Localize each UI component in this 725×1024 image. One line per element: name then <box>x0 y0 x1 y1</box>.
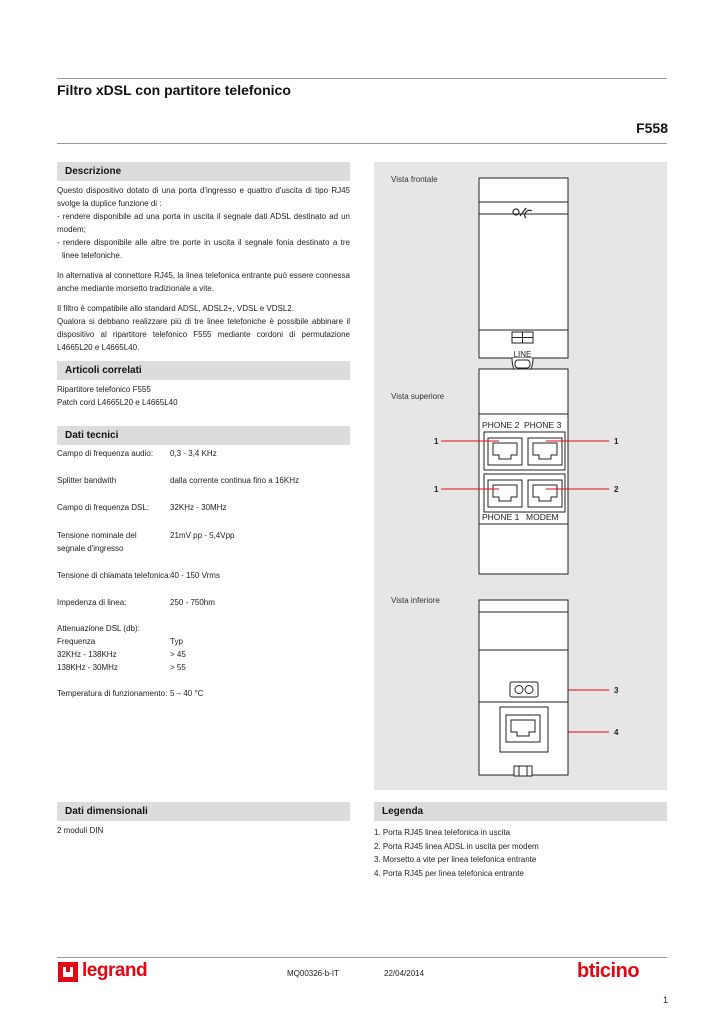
section-articoli-heading: Articoli correlati <box>57 361 350 380</box>
spec-key: Impedenza di linea: <box>57 598 127 607</box>
line-label: LINE <box>513 350 532 359</box>
spec-key: Temperatura di funzionamento: <box>57 689 168 698</box>
section-dati-tecnici-heading: Dati tecnici <box>57 426 350 445</box>
document-date: 22/04/2014 <box>384 969 425 978</box>
spec-key: Tensione nominale del <box>57 531 137 540</box>
spec-value: > 55 <box>170 663 186 672</box>
device-drawings <box>374 162 667 790</box>
din-clip-slot <box>515 360 530 368</box>
top-body <box>479 369 568 574</box>
spec-value: 40 - 150 Vrms <box>170 571 220 580</box>
spec-value: 250 - 750hm <box>170 598 215 607</box>
descrizione-p2: - rendere disponibile ad una porta in uscita il segnale dati ADSL destinato ad un modem; <box>57 212 350 234</box>
top-view-drawing <box>479 369 568 574</box>
dati-dimensionali-text: 2 moduli DIN <box>57 826 104 835</box>
descrizione-p5: Il filtro è compatibile allo standard ADSL, ADSL2+, VDSL e VDSL2. <box>57 304 294 313</box>
spec-value: Typ <box>170 637 183 646</box>
callout-number: 3 <box>614 686 619 695</box>
articoli-line: Ripartitore telefonico F555 <box>57 385 151 394</box>
spec-key: Campo di frequenza audio: <box>57 449 154 458</box>
label-phone2: PHONE 2 <box>482 420 520 430</box>
legend-item: 3. Morsetto a vite per linea telefonica entrante <box>374 855 537 864</box>
product-code: F558 <box>636 120 668 136</box>
spec-key-line2: segnale d'ingresso <box>57 544 124 553</box>
legend-item: 1. Porta RJ45 linea telefonica in uscita <box>374 828 511 837</box>
descrizione-body <box>57 184 350 354</box>
legend-item: 4. Porta RJ45 per linea telefonica entrante <box>374 868 524 878</box>
rj45-port-icon <box>488 480 522 507</box>
descrizione-p4: In alternativa al connettore RJ45, la linea telefonica entrante può essere connessa anche mediante morsetto tradizionale a vite. <box>57 271 350 293</box>
label-vista-superiore: Vista superiore <box>391 392 445 401</box>
articoli-line: Patch cord L4665L20 e L4665L40 <box>57 398 178 407</box>
callout-number: 1 <box>434 485 439 494</box>
spec-value: dalla corrente continua fino a 16KHz <box>170 476 299 485</box>
spec-key: Frequenza <box>57 637 96 646</box>
section-dati-dimensionali-heading: Dati dimensionali <box>57 802 350 821</box>
spec-value: 32KHz - 30MHz <box>170 503 227 512</box>
section-legenda-heading: Legenda <box>374 802 667 821</box>
label-vista-frontale: Vista frontale <box>391 175 438 184</box>
label-modem: MODEM <box>526 512 559 522</box>
spec-key: 32KHz - 138KHz <box>57 650 117 659</box>
footer-rule <box>57 957 667 958</box>
bticino-logo: bticino <box>577 960 640 982</box>
callout-number: 2 <box>614 485 619 494</box>
spec-value: > 45 <box>170 650 186 659</box>
spec-value: 21mV pp - 5,4Vpp <box>170 531 235 540</box>
articoli-body <box>57 383 350 409</box>
spec-row <box>57 530 347 556</box>
spec-key: Splitter bandwith <box>57 476 117 485</box>
front-body <box>479 178 568 358</box>
screw-icon <box>525 686 533 694</box>
spec-key: 138KHz - 30MHz <box>57 663 118 672</box>
rj45-port-icon <box>506 715 540 742</box>
descrizione-p3: - rendere disponibile alle altre tre porte in uscita il segnale fonia destinato a tre linee telefoniche. <box>57 238 350 260</box>
spec-key: Attenuazione DSL (db): <box>57 624 140 633</box>
label-vista-inferiore: Vista inferiore <box>391 596 440 605</box>
bottom-view-drawing <box>479 600 568 776</box>
page-title: Filtro xDSL con partitore telefonico <box>57 82 291 98</box>
legend-item: 2. Porta RJ45 linea ADSL in uscita per modem <box>374 841 539 851</box>
legrand-wordmark: legrand <box>82 960 148 981</box>
descrizione-p6: Qualora si debbano realizzare più di tre linee telefoniche è possibile abbinare il dispositivo al ripartitore telefonico F555 mediante cordoni di permutazione L4665L20 e L4665L40. <box>57 317 350 352</box>
rj45-port-icon <box>488 438 522 465</box>
screw-terminal <box>510 682 538 697</box>
section-descrizione-heading: Descrizione <box>57 162 350 181</box>
callout-number: 1 <box>434 437 439 446</box>
legend-list <box>374 826 539 880</box>
callout-number: 4 <box>614 728 619 737</box>
legrand-mark-icon <box>57 961 79 983</box>
spec-value: 5 – 40 °C <box>170 689 204 698</box>
header-rule <box>57 143 667 144</box>
front-view-drawing <box>479 178 568 374</box>
rj45-port-icon <box>528 438 562 465</box>
spec-key: Tensione di chiamata telefonica: <box>57 571 171 580</box>
top-rule <box>57 78 667 79</box>
callout-number: 1 <box>614 437 619 446</box>
document-code: MQ00326-b-IT <box>287 969 340 978</box>
spec-key: Campo di frequenza DSL: <box>57 503 150 512</box>
bottom-clip <box>514 766 532 776</box>
descrizione-p1: Questo dispositivo dotato di una porta d'ingresso e quattro d'uscita di tipo RJ45 svolge la duplice funzione di : <box>57 186 350 208</box>
label-phone3: PHONE 3 <box>524 420 562 430</box>
rj45-port-icon <box>528 480 562 507</box>
label-phone1: PHONE 1 <box>482 512 520 522</box>
spec-value: 0,3 - 3,4 KHz <box>170 449 217 458</box>
legrand-logo <box>57 961 153 983</box>
page-number: 1 <box>662 995 668 1005</box>
screw-icon <box>515 686 523 694</box>
